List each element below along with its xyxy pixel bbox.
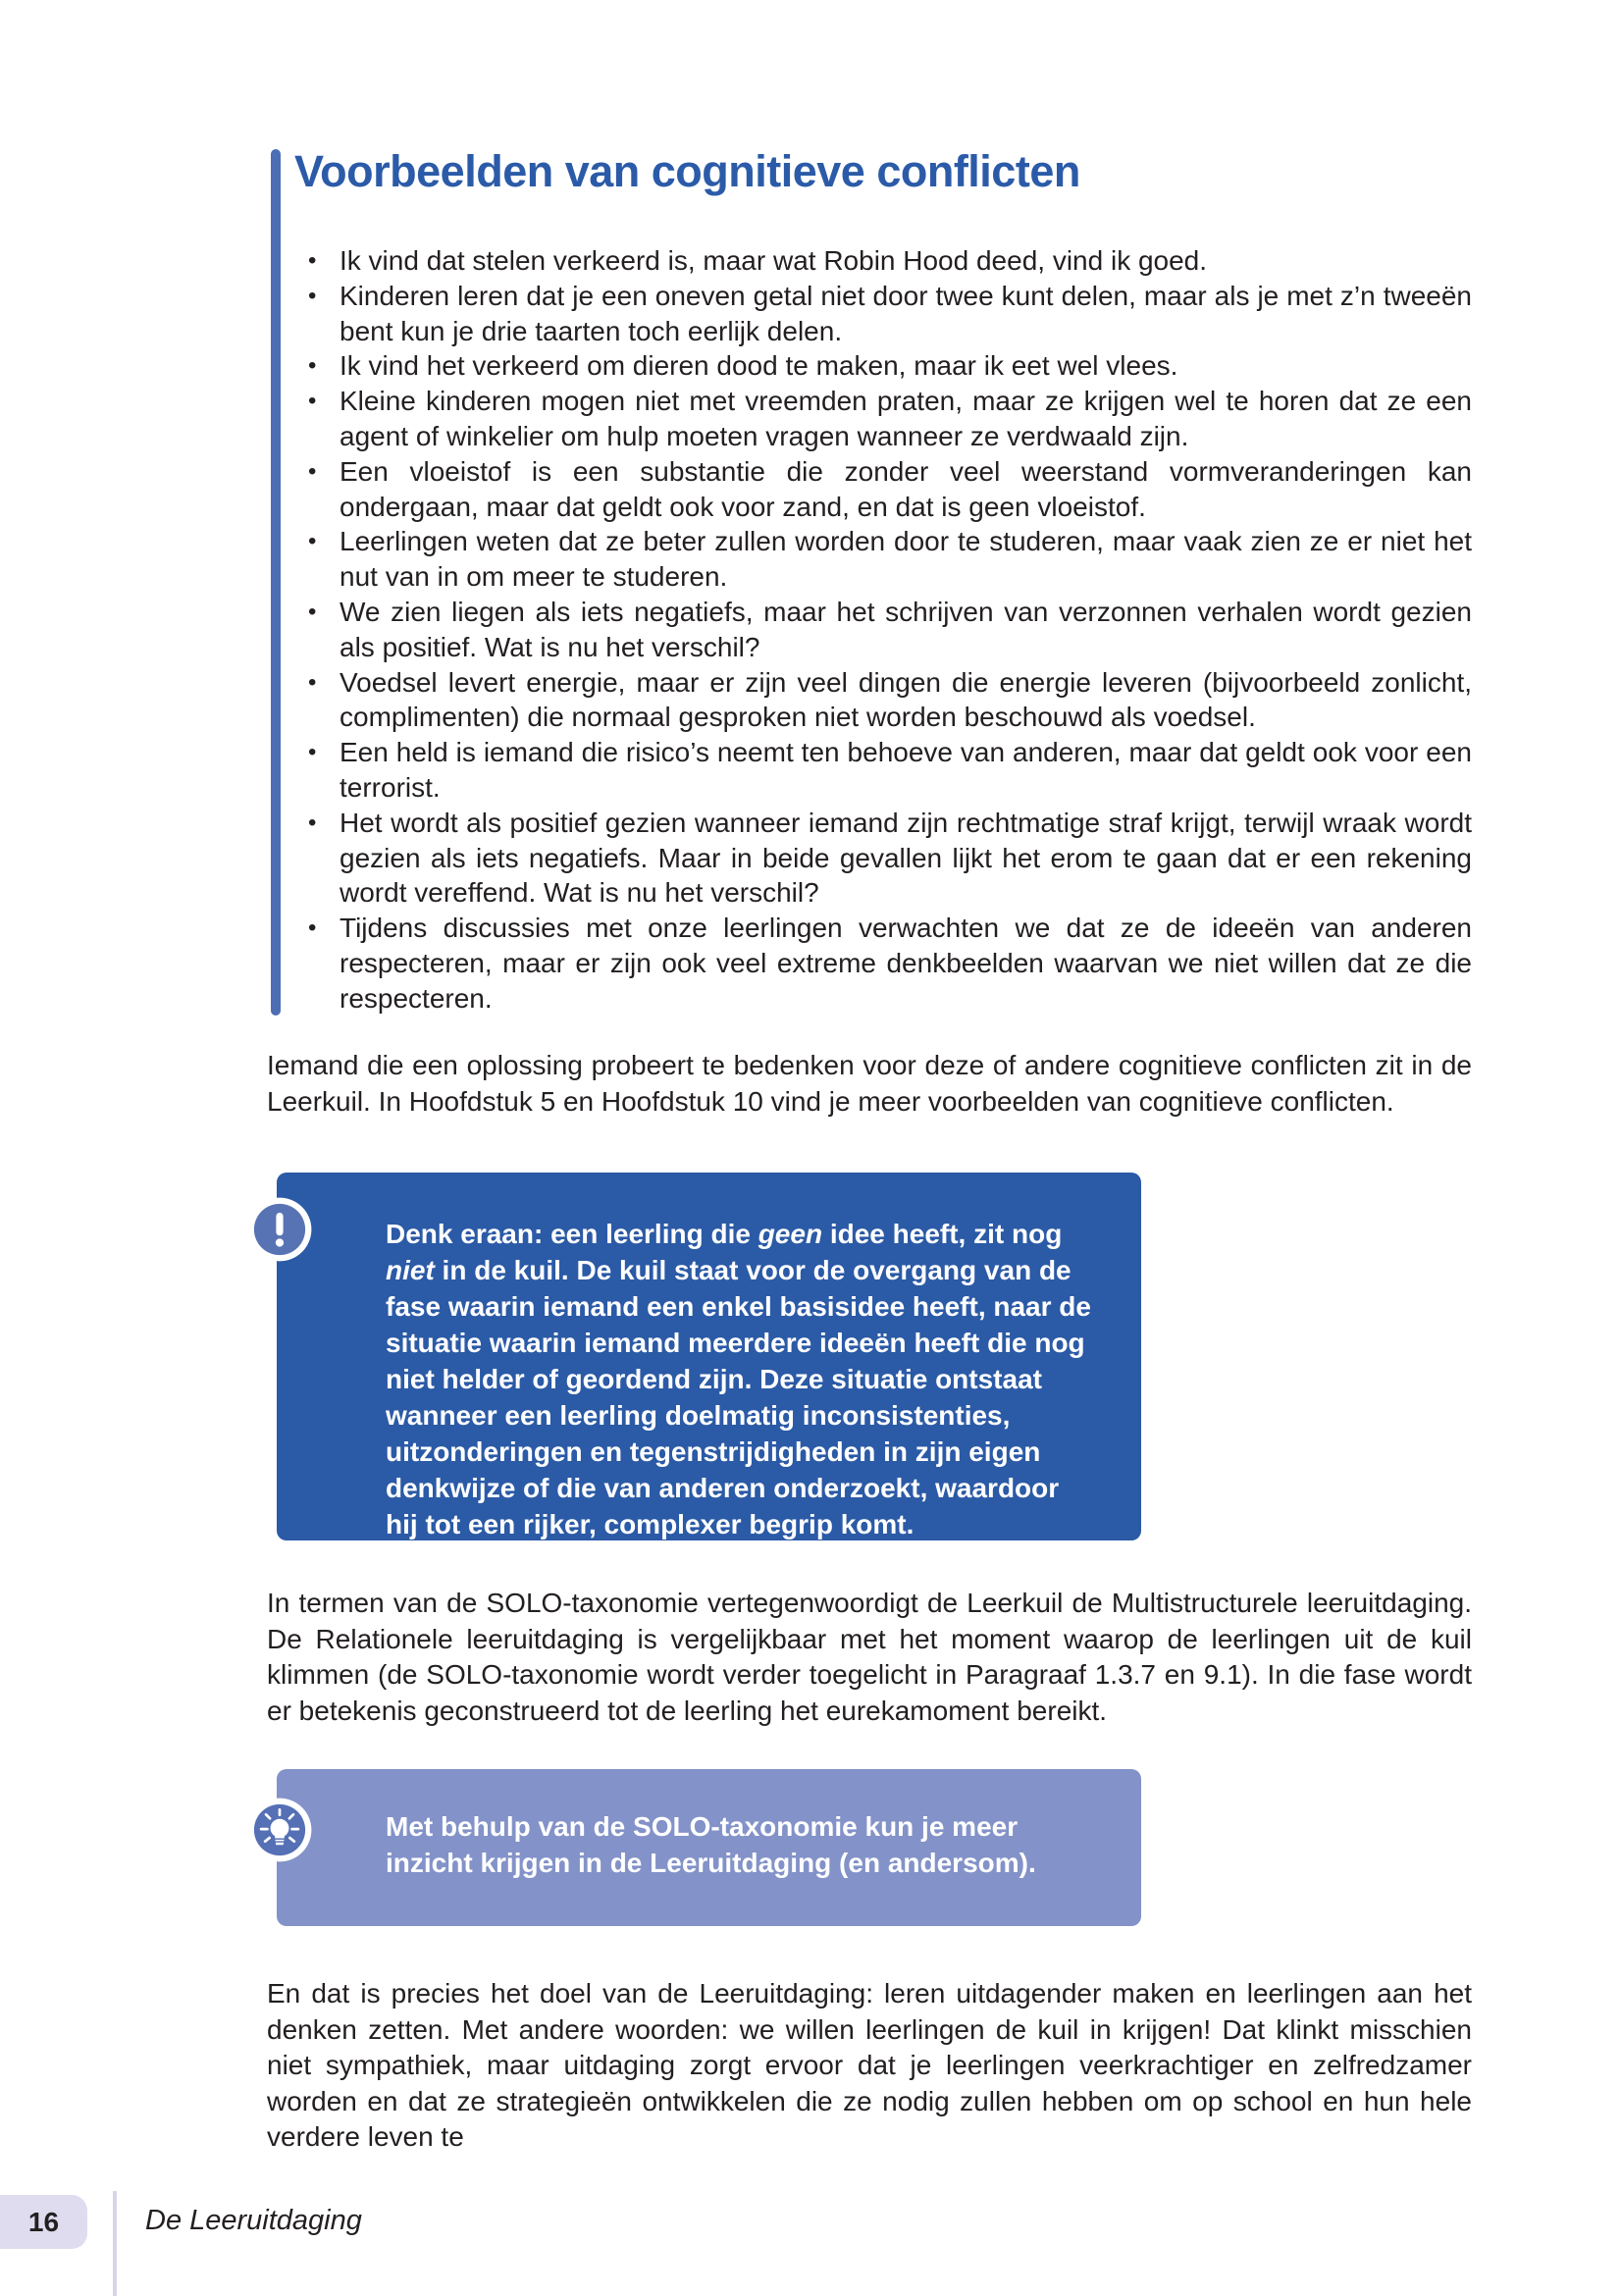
callout-text: Met behulp van de SOLO-taxonomie kun je meer inzicht krijgen in de Leeruitdaging (en andersom). bbox=[386, 1811, 1036, 1878]
lightbulb-icon bbox=[244, 1795, 315, 1865]
list-item: • Leerlingen weten dat ze beter zullen worden door te studeren, maar vaak zien ze er niet het nut van in om meer te studeren. bbox=[294, 524, 1472, 595]
paragraph: In termen van de SOLO-taxonomie vertegenwoordigt de Leerkuil de Multistructurele leeruitdaging. De Relationele leeruitdaging is vergelijkbaar met het moment waarop de leerlingen uit de kuil klimmen (de SOLO-taxonomie wordt verder toegelicht in Paragraaf 1.3.7 en 9.1). In die fase wordt er betekenis geconstrueerd tot de leerling het eurekamoment bereikt. bbox=[267, 1588, 1472, 1726]
footer-divider bbox=[113, 2191, 117, 2296]
list-item: • Kinderen leren dat je een oneven getal niet door twee kunt delen, maar als je met z’n tweeën bent kun je drie taarten toch eerlijk delen. bbox=[294, 279, 1472, 349]
callout-text-segment: Denk eraan: een leerling die bbox=[386, 1219, 758, 1249]
warning-callout bbox=[277, 1173, 1141, 1540]
callout-text-segment: in de kuil. De kuil staat voor de overgang van de fase waarin iemand een enkel basisidee heeft, naar de situatie waarin iemand meerdere ideeën heeft die nog niet helder of geordend zijn. Deze situatie ontstaat wanneer een leerling doelmatig inconsistenties, uitzonderingen en tegenstrijdigheden in zijn eigen denkwijze of die van anderen onderzoekt, waardoor hij tot een rijker, complexer begrip komt. bbox=[386, 1255, 1091, 1539]
list-item: • Tijdens discussies met onze leerlingen verwachten we dat ze de ideeën van anderen respecteren, maar er zijn ook veel extreme denkbeelden waarvan we niet willen dat ze die respecteren. bbox=[294, 911, 1472, 1016]
list-item: • We zien liegen als iets negatiefs, maar het schrijven van verzonnen verhalen wordt gezien als positief. Wat is nu het verschil? bbox=[294, 595, 1472, 665]
callout-text-emphasis: niet bbox=[386, 1255, 435, 1285]
accent-bar bbox=[271, 149, 281, 1016]
list-item: • Kleine kinderen mogen niet met vreemden praten, maar ze krijgen wel te horen dat ze een agent of winkelier om hulp moeten vragen wanneer ze verdwaald zijn. bbox=[294, 384, 1472, 454]
list-item: • Een vloeistof is een substantie die zonder veel weerstand vormveranderingen kan ondergaan, maar dat geldt ook voor zand, en dat is geen vloeistof. bbox=[294, 454, 1472, 525]
page-number: 16 bbox=[27, 2206, 60, 2237]
book-title: De Leeruitdaging bbox=[145, 2205, 362, 2236]
list-item: • Voedsel levert energie, maar er zijn veel dingen die energie leveren (bijvoorbeeld zonlicht, complimenten) die normaal gesproken niet worden beschouwd als voedsel. bbox=[294, 665, 1472, 736]
exclamation-icon bbox=[244, 1194, 315, 1265]
tip-callout bbox=[277, 1769, 1141, 1926]
cognitive-conflicts-section bbox=[271, 147, 1472, 1017]
callout-text-segment: idee heeft, zit nog bbox=[822, 1219, 1063, 1249]
paragraph: Iemand die een oplossing probeert te bedenken voor deze of andere cognitieve conflicten zit in de Leerkuil. In Hoofdstuk 5 en Hoofdstuk 10 vind je meer voorbeelden van cognitieve conflicten. bbox=[267, 1050, 1472, 1117]
callout-text bbox=[386, 1216, 1092, 1542]
page-number-badge bbox=[0, 2195, 87, 2249]
section-title: Voorbeelden van cognitieve conflicten bbox=[294, 146, 1080, 196]
list-item: • Ik vind het verkeerd om dieren dood te maken, maar ik eet wel vlees. bbox=[294, 348, 1472, 384]
callout-text-emphasis: geen bbox=[758, 1219, 823, 1249]
bullet-list bbox=[294, 243, 1472, 1017]
paragraph: En dat is precies het doel van de Leeruitdaging: leren uitdagender maken en leerlingen aan het denken zetten. Met andere woorden: we willen leerlingen de kuil in krijgen! Dat klinkt misschien niet sympathiek, maar uitdaging zorgt ervoor dat je leerlingen veerkrachtiger en zelfredzamer worden en dat ze strategieën ontwikkelen die ze nodig zullen hebben om op school en hun hele verdere leven te bbox=[267, 1978, 1472, 2152]
list-item: • Het wordt als positief gezien wanneer iemand zijn rechtmatige straf krijgt, terwijl wraak wordt gezien als iets negatiefs. Maar in beide gevallen lijkt het erom te gaan dat er een rekening wordt vereffend. Wat is nu het verschil? bbox=[294, 806, 1472, 911]
list-item: • Ik vind dat stelen verkeerd is, maar wat Robin Hood deed, vind ik goed. bbox=[294, 243, 1472, 279]
list-item: • Een held is iemand die risico’s neemt ten behoeve van anderen, maar dat geldt ook voor een terrorist. bbox=[294, 735, 1472, 806]
